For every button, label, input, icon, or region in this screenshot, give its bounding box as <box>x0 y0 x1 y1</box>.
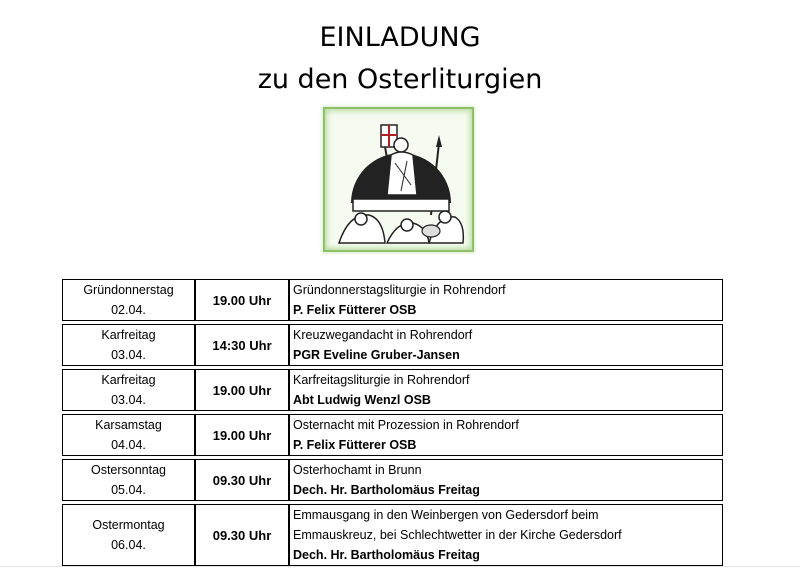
day-cell <box>62 504 195 566</box>
celebrant: PGR Eveline Gruber-Jansen <box>293 348 460 362</box>
celebrant: P. Felix Fütterer OSB <box>293 438 417 452</box>
time-cell: 14:30 Uhr <box>195 324 289 366</box>
description-cell <box>289 459 723 501</box>
page-title: EINLADUNG <box>319 22 481 53</box>
date: 03.04. <box>111 393 146 407</box>
resurrection-image <box>323 107 474 252</box>
description-cell <box>289 324 723 366</box>
date: 05.04. <box>111 483 146 497</box>
event-line: Emmauskreuz, bei Schlechtwetter in der Kirche Gedersdorf <box>293 528 622 542</box>
time-cell: 19.00 Uhr <box>195 279 289 321</box>
schedule-table <box>62 279 723 566</box>
page-subtitle: zu den Osterliturgien <box>257 64 543 95</box>
day-cell <box>62 279 195 321</box>
date: 02.04. <box>111 303 146 317</box>
weekday: Karfreitag <box>101 373 156 387</box>
date: 06.04. <box>111 538 146 552</box>
event-line: Osterhochamt in Brunn <box>293 463 422 477</box>
table-row <box>62 459 723 501</box>
day-cell <box>62 414 195 456</box>
table-row <box>62 504 723 566</box>
day-cell <box>62 369 195 411</box>
time-cell: 09.30 Uhr <box>195 504 289 566</box>
table-row <box>62 414 723 456</box>
celebrant: P. Felix Fütterer OSB <box>293 303 417 317</box>
date: 04.04. <box>111 438 146 452</box>
day-cell <box>62 324 195 366</box>
event-line: Gründonnerstagsliturgie in Rohrendorf <box>293 283 506 297</box>
description-cell <box>289 279 723 321</box>
event-line: Kreuzwegandacht in Rohrendorf <box>293 328 473 342</box>
table-row <box>62 279 723 321</box>
time-cell: 19.00 Uhr <box>195 369 289 411</box>
resurrection-illustration-icon <box>331 115 470 248</box>
time-cell: 09.30 Uhr <box>195 459 289 501</box>
table-row <box>62 369 723 411</box>
bottom-divider <box>0 566 800 567</box>
weekday: Ostersonntag <box>90 463 167 477</box>
celebrant: Abt Ludwig Wenzl OSB <box>293 393 431 407</box>
description-cell <box>289 369 723 411</box>
celebrant: Dech. Hr. Bartholomäus Freitag <box>293 483 480 497</box>
description-cell <box>289 414 723 456</box>
event-line: Karfreitagsliturgie in Rohrendorf <box>293 373 470 387</box>
time-cell: 19.00 Uhr <box>195 414 289 456</box>
table-row <box>62 324 723 366</box>
weekday: Karfreitag <box>101 328 156 342</box>
event-line: Osternacht mit Prozession in Rohrendorf <box>293 418 519 432</box>
description-cell <box>289 504 723 566</box>
event-line: Emmausgang in den Weinbergen von Gedersdorf beim <box>293 508 599 522</box>
day-cell <box>62 459 195 501</box>
date: 03.04. <box>111 348 146 362</box>
weekday: Karsamstag <box>95 418 162 432</box>
weekday: Gründonnerstag <box>83 283 174 297</box>
weekday: Ostermontag <box>92 518 165 532</box>
celebrant: Dech. Hr. Bartholomäus Freitag <box>293 548 480 562</box>
